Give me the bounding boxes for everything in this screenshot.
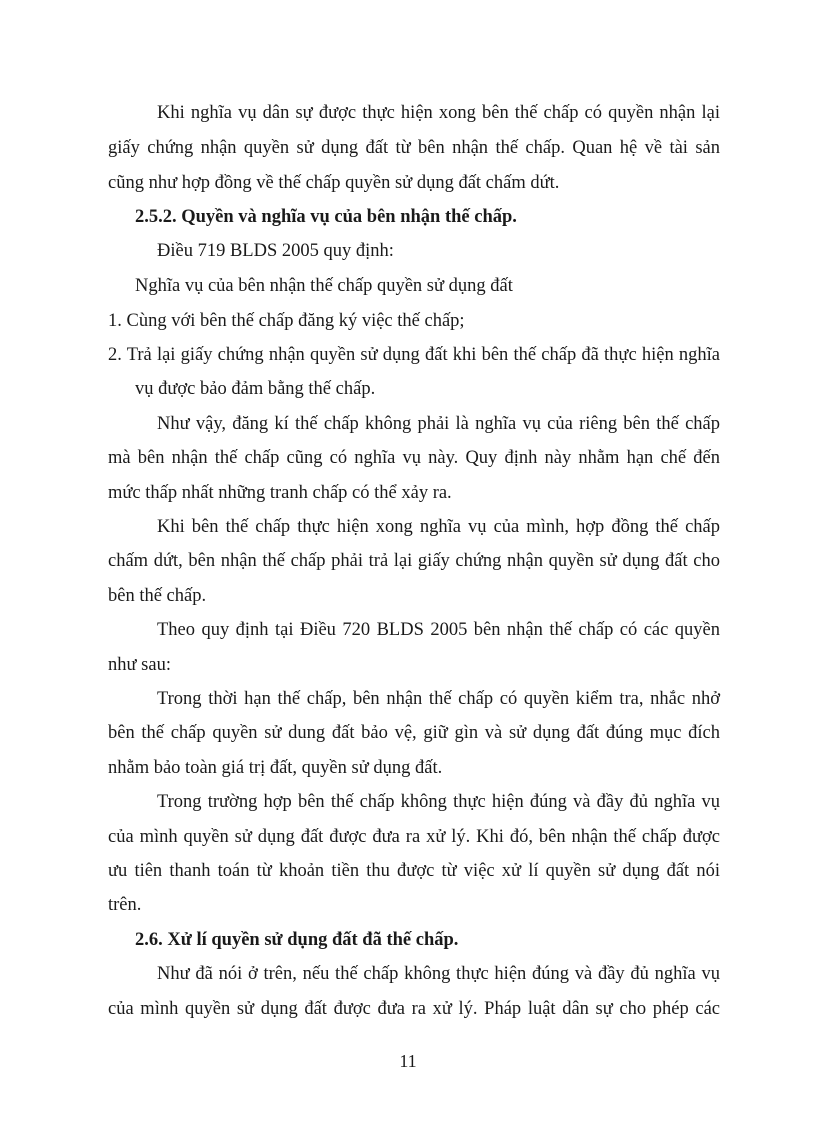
list-item: 1. Cùng với bên thế chấp đăng ký việc thế chấp; — [108, 311, 465, 331]
paragraph-line: nhằm bảo toàn giá trị đất, quyền sử dụng đất. — [108, 758, 443, 778]
paragraph-line: Theo quy định tại Điều 720 BLDS 2005 bên nhận thế chấp có các quyền — [157, 620, 720, 640]
list-item-continuation: vụ được bảo đảm bằng thế chấp. — [135, 379, 376, 399]
paragraph-line: Điều 719 BLDS 2005 quy định: — [157, 241, 394, 261]
paragraph-line: cũng như hợp đồng về thế chấp quyền sử dụng đất chấm dứt. — [108, 173, 560, 193]
paragraph-line: Trong trường hợp bên thế chấp không thực hiện đúng và đầy đủ nghĩa vụ — [157, 792, 720, 812]
paragraph-line: mức thấp nhất những tranh chấp có thể xảy ra. — [108, 483, 452, 503]
paragraph-line: Khi bên thế chấp thực hiện xong nghĩa vụ của mình, hợp đồng thế chấp — [157, 517, 720, 537]
paragraph-line: giấy chứng nhận quyền sử dụng đất từ bên nhận thế chấp. Quan hệ về tài sản — [108, 138, 720, 158]
paragraph-line: của mình quyền sử dụng đất được đưa ra xử lý. Pháp luật dân sự cho phép các — [108, 999, 720, 1019]
paragraph-line: mà bên nhận thế chấp cũng có nghĩa vụ này. Quy định này nhằm hạn chế đến — [108, 448, 720, 468]
paragraph-line: Khi nghĩa vụ dân sự được thực hiện xong bên thế chấp có quyền nhận lại — [157, 103, 720, 123]
paragraph-line: bên thế chấp quyền sử dung đất bảo vệ, giữ gìn và sử dụng đất đúng mục đích — [108, 723, 720, 743]
paragraph-line: Như đã nói ở trên, nếu thế chấp không thực hiện đúng và đầy đủ nghĩa vụ — [157, 964, 720, 984]
paragraph-line: của mình quyền sử dụng đất được đưa ra xử lý. Khi đó, bên nhận thế chấp được — [108, 827, 720, 847]
paragraph-line: Nghĩa vụ của bên nhận thế chấp quyền sử dụng đất — [135, 276, 513, 296]
section-heading: 2.6. Xử lí quyền sử dụng đất đã thế chấp. — [135, 930, 459, 950]
paragraph-line: trên. — [108, 895, 142, 915]
paragraph-line: như sau: — [108, 655, 171, 675]
paragraph-line: bên thế chấp. — [108, 586, 207, 606]
paragraph-line: chấm dứt, bên nhận thế chấp phải trả lại giấy chứng nhận quyền sử dụng đất cho — [108, 551, 720, 571]
paragraph-line: ưu tiên thanh toán từ khoản tiền thu được từ việc xử lí quyền sử dụng đất nói — [108, 861, 720, 881]
section-heading: 2.5.2. Quyền và nghĩa vụ của bên nhận thế chấp. — [135, 207, 517, 227]
paragraph-line: Trong thời hạn thế chấp, bên nhận thế chấp có quyền kiểm tra, nhắc nhở — [157, 689, 720, 709]
paragraph-line: Như vậy, đăng kí thế chấp không phải là nghĩa vụ của riêng bên thế chấp — [157, 414, 720, 434]
list-item: 2. Trả lại giấy chứng nhận quyền sử dụng đất khi bên thế chấp đã thực hiện nghĩa — [108, 345, 720, 365]
page-number: 11 — [399, 1051, 417, 1071]
